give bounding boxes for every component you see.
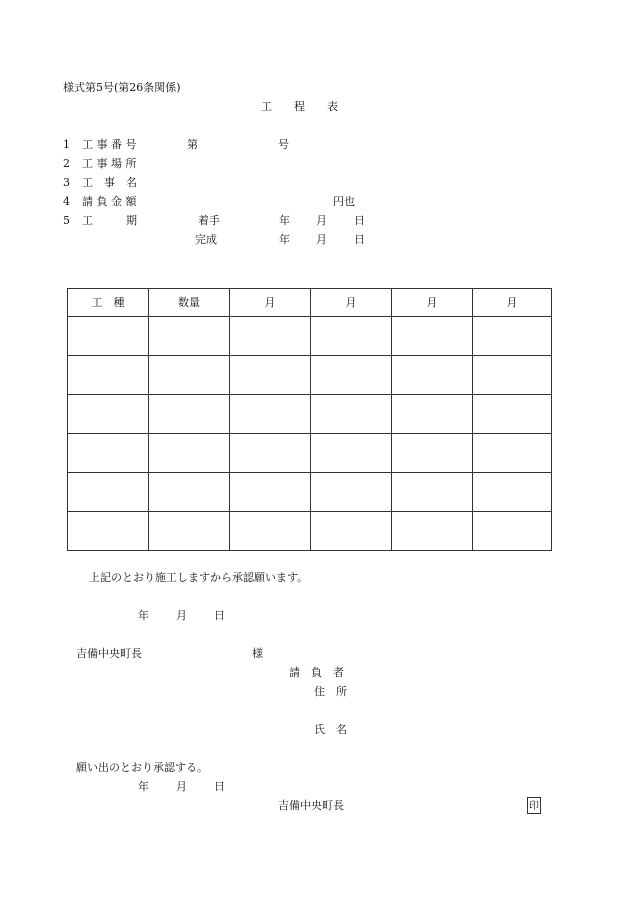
table-cell[interactable] xyxy=(68,395,149,434)
contractor-name-label: 氏 名 xyxy=(314,723,347,736)
period-end-label: 完成 xyxy=(195,233,217,246)
table-cell[interactable] xyxy=(311,434,392,473)
table-cell[interactable] xyxy=(230,434,311,473)
table-cell[interactable] xyxy=(392,317,473,356)
table-cell[interactable] xyxy=(149,434,230,473)
column-header-work-type: 工 種 xyxy=(68,289,149,317)
table-cell[interactable] xyxy=(392,395,473,434)
period-start-year: 年 xyxy=(279,214,290,227)
item-label-contract-amount: 請 負 金 額 xyxy=(82,195,137,208)
table-cell[interactable] xyxy=(68,356,149,395)
table-row xyxy=(68,317,552,356)
column-header-month: 月 xyxy=(230,289,311,317)
form-number: 様式第5号(第26条関係) xyxy=(63,81,181,94)
table-cell[interactable] xyxy=(68,473,149,512)
contract-amount-suffix: 円也 xyxy=(333,195,355,208)
request-date-year: 年 xyxy=(138,609,149,622)
table-cell[interactable] xyxy=(311,395,392,434)
table-cell[interactable] xyxy=(230,317,311,356)
table-cell[interactable] xyxy=(473,512,552,551)
seal-box: 印 xyxy=(527,797,541,814)
table-cell[interactable] xyxy=(230,512,311,551)
period-start-label: 着手 xyxy=(198,214,220,227)
item-number-3: 3 xyxy=(63,176,70,189)
table-cell[interactable] xyxy=(149,473,230,512)
table-row xyxy=(68,473,552,512)
table-row xyxy=(68,395,552,434)
item-number-5: 5 xyxy=(63,214,70,227)
period-start-day: 日 xyxy=(354,214,365,227)
table-cell[interactable] xyxy=(473,434,552,473)
work-number-prefix: 第 xyxy=(187,138,198,151)
approval-date-year: 年 xyxy=(138,780,149,793)
column-header-quantity: 数量 xyxy=(149,289,230,317)
table-cell[interactable] xyxy=(473,356,552,395)
table-header-row xyxy=(68,289,552,317)
table-cell[interactable] xyxy=(149,356,230,395)
table-cell[interactable] xyxy=(149,317,230,356)
table-cell[interactable] xyxy=(392,512,473,551)
item-label-work-number: 工 事 番 号 xyxy=(82,138,137,151)
table-cell[interactable] xyxy=(473,473,552,512)
table-cell[interactable] xyxy=(149,512,230,551)
column-header-month: 月 xyxy=(392,289,473,317)
period-end-day: 日 xyxy=(354,233,365,246)
table-cell[interactable] xyxy=(230,395,311,434)
table-cell[interactable] xyxy=(68,512,149,551)
honorific: 様 xyxy=(252,647,263,660)
column-header-month: 月 xyxy=(473,289,552,317)
item-label-work-site: 工 事 場 所 xyxy=(82,157,137,170)
approver: 吉備中央町長 xyxy=(278,799,344,812)
table-cell[interactable] xyxy=(311,356,392,395)
table-cell[interactable] xyxy=(230,356,311,395)
table-cell[interactable] xyxy=(311,317,392,356)
table-cell[interactable] xyxy=(68,317,149,356)
table-cell[interactable] xyxy=(311,473,392,512)
contractor-label: 請 負 者 xyxy=(289,666,344,679)
request-date-day: 日 xyxy=(214,609,225,622)
table-cell[interactable] xyxy=(473,395,552,434)
table-cell[interactable] xyxy=(68,434,149,473)
contractor-address-label: 住 所 xyxy=(314,685,347,698)
request-date-month: 月 xyxy=(176,609,187,622)
approval-statement: 願い出のとおり承認する。 xyxy=(76,761,208,774)
table-cell[interactable] xyxy=(149,395,230,434)
item-number-1: 1 xyxy=(63,138,70,151)
item-number-4: 4 xyxy=(63,195,70,208)
item-label-work-period: 工 期 xyxy=(82,214,137,227)
table-cell[interactable] xyxy=(392,434,473,473)
item-label-work-name: 工 事 名 xyxy=(82,176,137,189)
work-number-suffix: 号 xyxy=(278,138,289,151)
page-title: 工 程 表 xyxy=(261,100,338,113)
table-row xyxy=(68,434,552,473)
table-cell[interactable] xyxy=(473,317,552,356)
table-cell[interactable] xyxy=(230,473,311,512)
table-cell[interactable] xyxy=(392,356,473,395)
period-end-month: 月 xyxy=(316,233,327,246)
table-cell[interactable] xyxy=(311,512,392,551)
request-statement: 上記のとおり施工しますから承認願います。 xyxy=(89,571,309,584)
period-start-month: 月 xyxy=(316,214,327,227)
approval-date-day: 日 xyxy=(214,780,225,793)
addressee: 吉備中央町長 xyxy=(76,647,142,660)
table-row xyxy=(68,356,552,395)
table-cell[interactable] xyxy=(392,473,473,512)
column-header-month: 月 xyxy=(311,289,392,317)
item-number-2: 2 xyxy=(63,157,70,170)
table-row xyxy=(68,512,552,551)
period-end-year: 年 xyxy=(279,233,290,246)
schedule-table xyxy=(67,288,552,551)
approval-date-month: 月 xyxy=(176,780,187,793)
